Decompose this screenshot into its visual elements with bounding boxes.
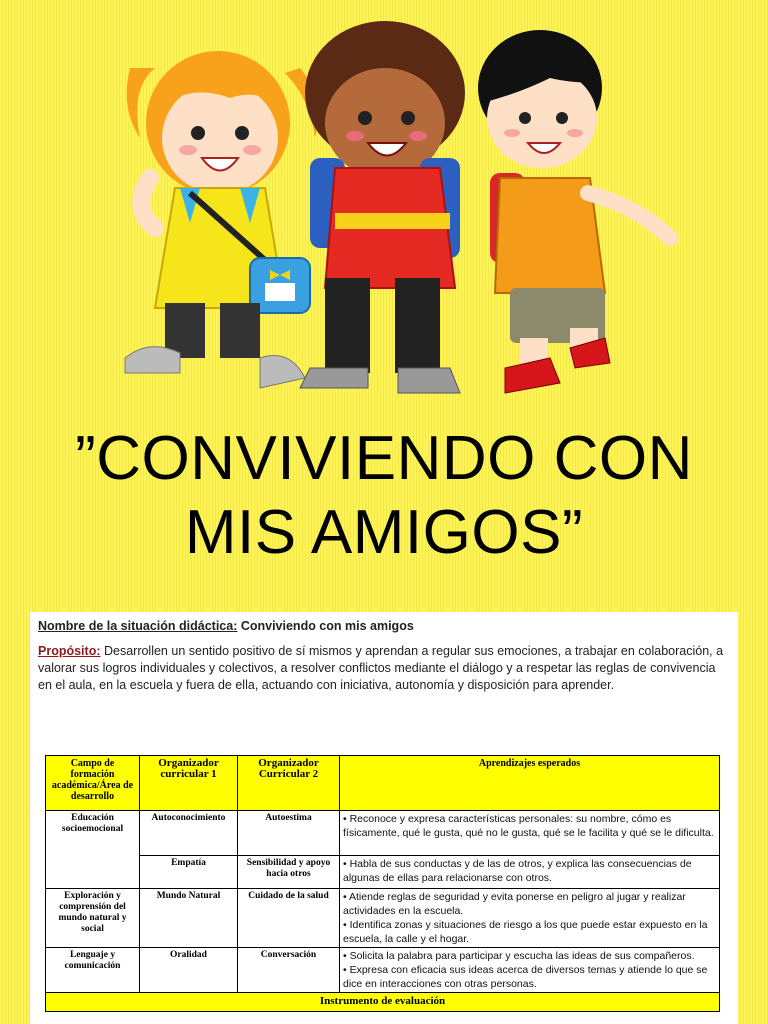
header-org1: Organizador curricular 1 <box>140 756 238 811</box>
header-aprendizajes: Aprendizajes esperados <box>340 756 720 811</box>
table-header-row <box>46 756 720 811</box>
purpose-paragraph <box>38 643 730 694</box>
cell-org1: Oralidad <box>140 948 238 993</box>
title-line-2: MIS AMIGOS” <box>184 498 584 567</box>
cell-aprendizajes <box>340 948 720 993</box>
aprendizaje-item: • Atiende reglas de seguridad y evita ponerse en peligro al jugar y realizar actividades en la escuela. <box>343 891 686 917</box>
situation-label: Nombre de la situación didáctica: <box>38 619 238 633</box>
three-children-walking-illustration <box>110 8 690 408</box>
cell-org2: Cuidado de la salud <box>238 889 340 948</box>
table-row <box>46 856 720 889</box>
situation-name <box>38 619 730 633</box>
cell-campo: Educación socioemocional <box>46 811 140 889</box>
lesson-plan-document <box>30 612 738 1024</box>
cell-aprendizajes: • Reconoce y expresa características personales: su nombre, cómo es físicamente, qué le gusta, qué no le gusta, qué se le facilita y qué se le dificulta. <box>340 811 720 856</box>
cell-campo: Exploración y comprensión del mundo natural y social <box>46 889 140 948</box>
cell-org1: Mundo Natural <box>140 889 238 948</box>
cell-campo: Lenguaje y comunicación <box>46 948 140 993</box>
table-footer-row <box>46 993 720 1012</box>
cell-aprendizajes: • Habla de sus conductas y de las de otros, y explica las consecuencias de algunas de ellas para relacionarse con otros. <box>340 856 720 889</box>
curriculum-table <box>45 755 720 1012</box>
situation-value: Conviviendo con mis amigos <box>237 619 414 633</box>
lesson-intro <box>38 619 730 694</box>
girl-figure <box>125 51 318 388</box>
page-title <box>0 422 768 570</box>
cell-org2: Sensibilidad y apoyo hacia otros <box>238 856 340 889</box>
aprendizaje-item: • Expresa con eficacia sus ideas acerca de diversos temas y atiende lo que se dice en interacciones con otras personas. <box>343 964 708 990</box>
header-campo: Campo de formación académica/Área de desarrollo <box>46 756 140 811</box>
purpose-text: Desarrollen un sentido positivo de sí mismos y aprendan a regular sus emociones, a trabajar en colaboración, a valorar sus logros individuales y colectivos, a resolver conflictos mediante el diálogo y a respetar las reglas de convivencia en el aula, en la escuela y fuera de ella, actuando con iniciativa, autonomía y disposición para aprender. <box>38 644 724 692</box>
table-row <box>46 889 720 948</box>
evaluation-instrument-label: Instrumento de evaluación <box>46 993 720 1012</box>
aprendizaje-item: • Identifica zonas y situaciones de riesgo a los que puede estar expuesto en la escuela, la calle y el hogar. <box>343 919 708 945</box>
aprendizaje-item: • Solicita la palabra para participar y escucha las ideas de sus compañeros. <box>343 950 695 962</box>
table-row <box>46 811 720 856</box>
boy-middle-figure <box>300 21 465 393</box>
cell-org1: Empatía <box>140 856 238 889</box>
table-row <box>46 948 720 993</box>
header-org2: Organizador Curricular 2 <box>238 756 340 811</box>
purpose-label: Propósito: <box>38 644 101 658</box>
cell-org2: Conversación <box>238 948 340 993</box>
boy-right-figure <box>478 30 670 393</box>
title-line-1: ”CONVIVIENDO CON <box>75 424 693 493</box>
cell-org2: Autoestima <box>238 811 340 856</box>
cell-org1: Autoconocimiento <box>140 811 238 856</box>
cell-aprendizajes <box>340 889 720 948</box>
